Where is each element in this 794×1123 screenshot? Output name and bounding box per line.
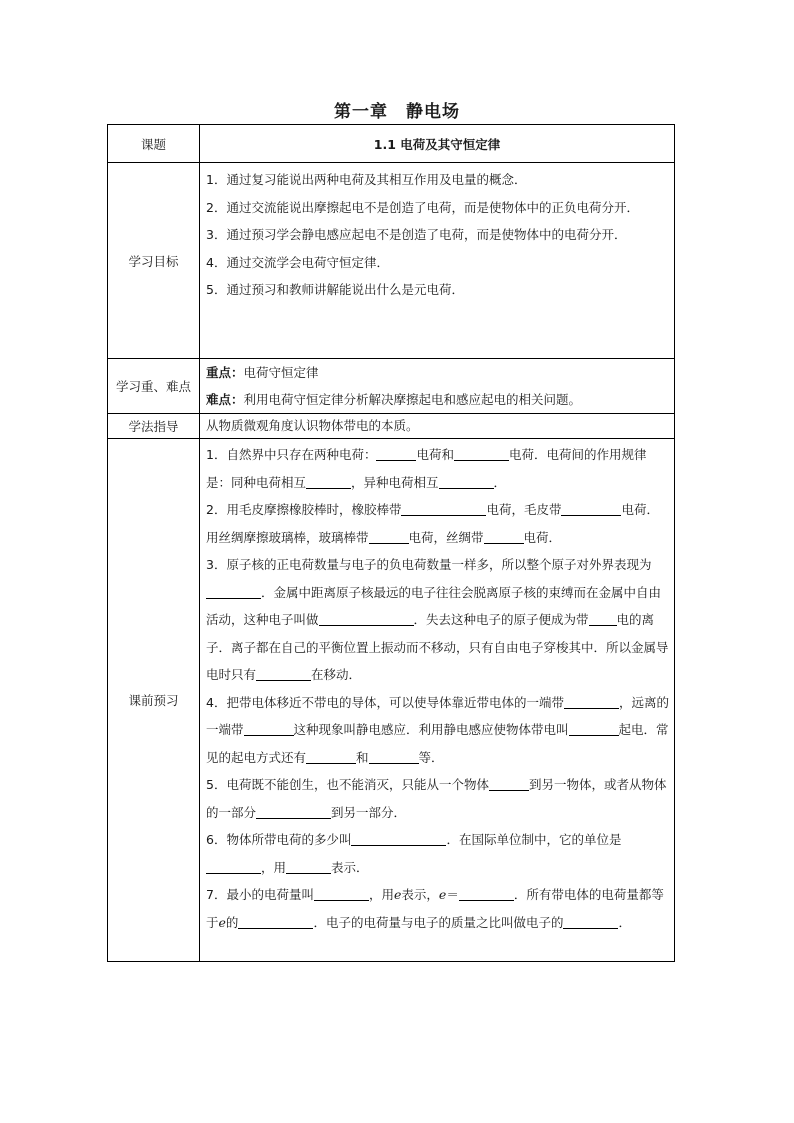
lesson-plan-table xyxy=(107,124,675,962)
method-row xyxy=(108,414,675,439)
answer-blank[interactable] xyxy=(256,668,311,682)
focus-row xyxy=(108,359,675,414)
answer-blank[interactable] xyxy=(238,915,313,929)
answer-blank[interactable] xyxy=(401,503,486,517)
objective-item: 2．通过交流能说出摩擦起电不是创造了电荷，而是使物体中的正负电荷分开． xyxy=(206,199,639,215)
objective-item: 1．通过复习能说出两种电荷及其相互作用及电量的概念． xyxy=(206,172,527,187)
course-title: 1.1 电荷及其守恒定律 xyxy=(200,125,675,163)
course-label: 课题 xyxy=(108,125,200,163)
answer-blank[interactable] xyxy=(206,860,261,874)
answer-blank[interactable] xyxy=(563,915,618,929)
answer-blank[interactable] xyxy=(206,585,261,599)
answer-blank[interactable] xyxy=(439,475,494,489)
difficult-point-label: 难点： xyxy=(206,392,244,407)
preview-label: 课前预习 xyxy=(108,439,200,962)
preview-question-5: 5．电荷既不能创生，也不能消灭，只能从一个物体 到另一物体，或者从物体的一部分 到另一部分． xyxy=(206,777,667,820)
objectives-row xyxy=(108,163,675,359)
answer-blank[interactable] xyxy=(369,750,419,764)
answer-blank[interactable] xyxy=(376,448,416,462)
preview-question-2: 2．用毛皮摩擦橡胶棒时，橡胶棒带 电荷，毛皮带 电荷．用丝绸摩擦玻璃棒，玻璃棒带 电荷，丝绸带 电荷． xyxy=(206,502,659,545)
objective-item: 3．通过预习学会静电感应起电不是创造了电荷，而是使物体中的电荷分开． xyxy=(206,227,627,242)
difficult-point-text: 利用电荷守恒定律分析解决摩擦起电和感应起电的相关问题。 xyxy=(243,392,582,407)
course-row xyxy=(108,125,675,163)
preview-content xyxy=(200,439,675,962)
objectives-label: 学习目标 xyxy=(108,163,200,359)
preview-question-7: 7．最小的电荷量叫 ，用e表示，e＝ ．所有带电体的电荷量都等于e的 ．电子的电荷量与电子的质量之比叫做电子的 ． xyxy=(206,887,664,930)
objectives-content xyxy=(200,163,675,359)
key-point xyxy=(206,359,670,386)
chapter-title: 第一章 静电场 xyxy=(334,102,460,122)
preview-question-3: 3．原子核的正电荷数量与电子的负电荷数量一样多，所以整个原子对外界表现为．金属中距离原子核最远的电子往往会脱离原子核的束缚而在金属中自由活动，这种电子叫做 ．失去这种电子的原子便成为带 电的离子．离子都在自己的平衡位置上振动而不移动，只有自由电子穿梭其中．所以金属导电时只有 在移动． xyxy=(206,557,669,682)
answer-blank[interactable] xyxy=(369,530,409,544)
answer-blank[interactable] xyxy=(459,888,514,902)
answer-blank[interactable] xyxy=(489,778,529,792)
objective-item: 5．通过预习和教师讲解能说出什么是元电荷． xyxy=(206,282,464,297)
answer-blank[interactable] xyxy=(319,613,414,627)
answer-blank[interactable] xyxy=(256,805,331,819)
preview-question-4: 4．把带电体移近不带电的导体，可以使导体靠近带电体的一端带 ，远离的一端带 这种现象叫静电感应．利用静电感应使物体带电叫 起电．常见的起电方式还有 和 等． xyxy=(206,694,669,765)
answer-blank[interactable] xyxy=(454,448,509,462)
answer-blank[interactable] xyxy=(244,723,294,737)
focus-content xyxy=(200,359,675,414)
answer-blank[interactable] xyxy=(314,888,369,902)
answer-blank[interactable] xyxy=(561,503,621,517)
method-label: 学法指导 xyxy=(108,414,200,439)
answer-blank[interactable] xyxy=(484,530,524,544)
preview-question-1: 1．自然界中只存在两种电荷： 电荷和 电荷．电荷间的作用规律是：同种电荷相互 ，异种电荷相互 ． xyxy=(206,447,647,490)
key-point-text: 电荷守恒定律 xyxy=(243,365,319,380)
difficult-point xyxy=(206,386,670,413)
focus-label: 学习重、难点 xyxy=(108,359,200,414)
answer-blank[interactable] xyxy=(564,695,619,709)
answer-blank[interactable] xyxy=(569,723,619,737)
answer-blank[interactable] xyxy=(351,833,446,847)
answer-blank[interactable] xyxy=(286,860,331,874)
answer-blank[interactable] xyxy=(306,475,351,489)
method-text: 从物质微观角度认识物体带电的本质。 xyxy=(200,414,675,439)
answer-blank[interactable] xyxy=(306,750,356,764)
preview-question-6: 6．物体所带电荷的多少叫 ．在国际单位制中，它的单位是，用 表示． xyxy=(206,832,622,875)
key-point-label: 重点： xyxy=(206,365,244,380)
objective-item: 4．通过交流学会电荷守恒定律． xyxy=(206,254,389,270)
preview-row xyxy=(108,439,675,962)
answer-blank[interactable] xyxy=(589,613,617,627)
